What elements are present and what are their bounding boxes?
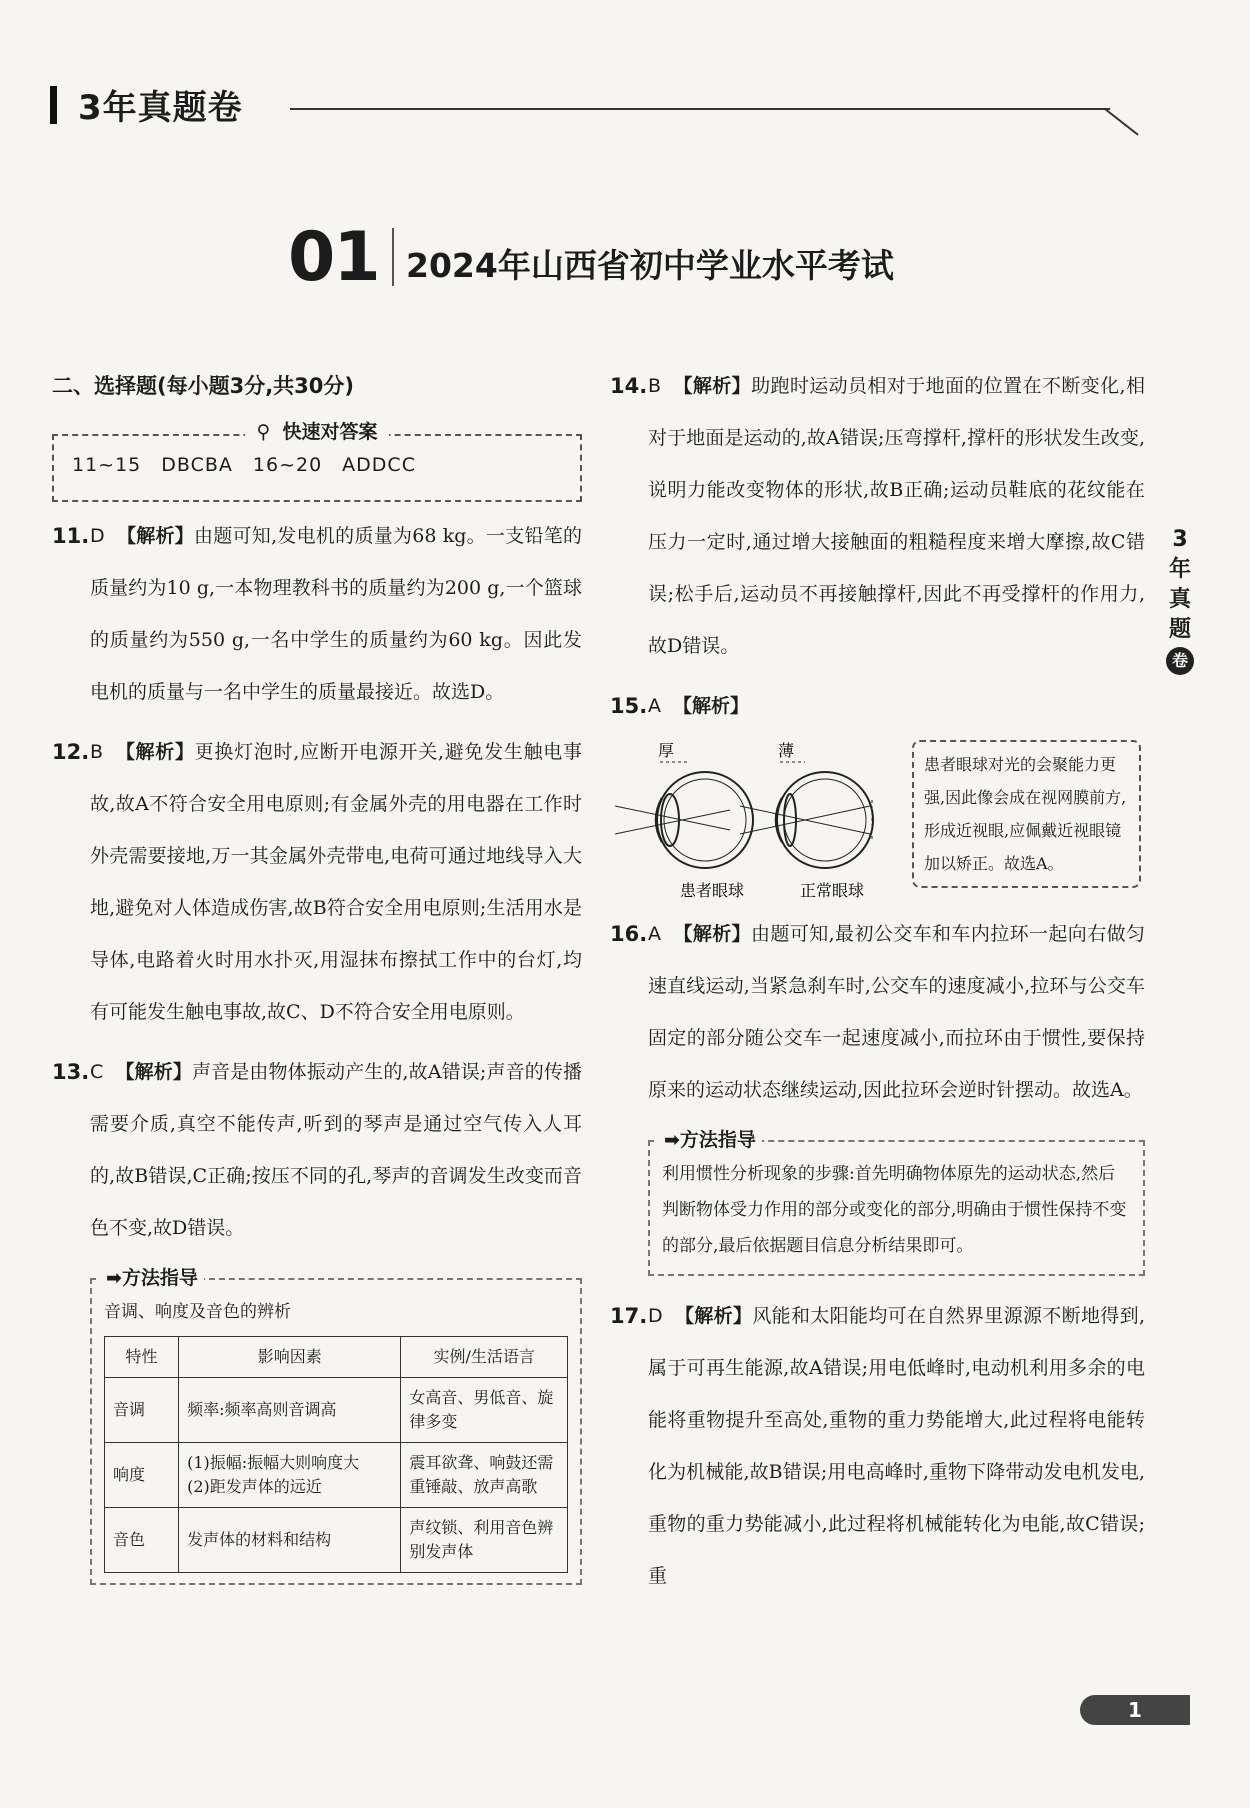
question-answer: C bbox=[90, 1061, 104, 1083]
arrow-icon: ➡ bbox=[664, 1129, 680, 1151]
exam-divider bbox=[392, 228, 394, 286]
method-text: 利用惯性分析现象的步骤:首先明确物体原先的运动状态,然后判断物体受力作用的部分或变化的部分,明确由于惯性保持不变的部分,最后依据题目信息分析结果即可。 bbox=[662, 1164, 1127, 1256]
search-icon: ⚲ bbox=[251, 421, 277, 443]
right-column bbox=[610, 360, 1145, 1602]
figure-note: 患者眼球对光的会聚能力更强,因此像会成在视网膜前方,形成近视眼,应佩戴近视眼镜加以矫正。故选A。 bbox=[912, 740, 1141, 888]
page-number: 1 bbox=[1080, 1695, 1190, 1725]
table-header: 影响因素 bbox=[179, 1337, 401, 1378]
side-tab-badge: 卷 bbox=[1166, 647, 1194, 675]
side-tab-char: 题 bbox=[1168, 617, 1191, 642]
question-14 bbox=[610, 360, 1145, 672]
table-row bbox=[105, 1378, 568, 1443]
thin-label: 薄 bbox=[778, 741, 795, 760]
thick-label: 厚 bbox=[658, 741, 675, 760]
table-cell: 音调 bbox=[105, 1378, 179, 1443]
analysis-tag: 【解析】 bbox=[675, 1305, 753, 1327]
question-text: 由题可知,最初公交车和车内拉环一起向右做匀速直线运动,当紧急刹车时,公交车的速度减小,拉环与公交车固定的部分随公交车一起速度减小,而拉环由于惯性,要保持原来的运动状态继续运动,因此拉环会逆时针摆动。故选A。 bbox=[648, 923, 1145, 1101]
method-subtitle: 音调、响度及音色的辨析 bbox=[104, 1302, 291, 1322]
quick-answers: 11~15 DBCBA 16~20 ADDCC bbox=[72, 454, 416, 476]
normal-eye-caption: 正常眼球 bbox=[800, 881, 865, 900]
table-header: 特性 bbox=[105, 1337, 179, 1378]
question-15 bbox=[610, 680, 1145, 732]
table-cell: (1)振幅:振幅大则响度大 (2)距发声体的远近 bbox=[179, 1443, 401, 1508]
analysis-tag: 【解析】 bbox=[673, 695, 750, 717]
table-header-row bbox=[105, 1337, 568, 1378]
question-answer: B bbox=[90, 741, 104, 763]
analysis-tag: 【解析】 bbox=[115, 1061, 193, 1083]
header-divider bbox=[290, 108, 1110, 110]
method-guide-13 bbox=[90, 1267, 582, 1585]
question-number: 14. bbox=[610, 374, 648, 398]
question-number: 16. bbox=[610, 922, 648, 946]
table-header: 实例/生活语言 bbox=[401, 1337, 568, 1378]
analysis-tag: 【解析】 bbox=[116, 525, 195, 547]
table-cell: 女高音、男低音、旋律多变 bbox=[401, 1378, 568, 1443]
question-text: 风能和太阳能均可在自然界里源源不断地得到,属于可再生能源,故A错误;用电低峰时,电动机利用多余的电能将重物提升至高处,重物的重力势能增大,此过程将电能转化为机械能,故B错误;用电高峰时,重物下降带动发电机发电,重物的重力势能减小,此过程将机械能转化为电能,故C错误;重 bbox=[648, 1305, 1145, 1587]
header-divider-end bbox=[1104, 108, 1138, 135]
question-text: 声音是由物体振动产生的,故A错误;声音的传播需要介质,真空不能传声,听到的琴声是通过空气传入人耳的,故B错误,C正确;按压不同的孔,琴声的音调发生改变而音色不变,故D错误。 bbox=[90, 1061, 582, 1239]
question-13 bbox=[52, 1046, 582, 1254]
table-cell: 音色 bbox=[105, 1508, 179, 1573]
tone-table bbox=[104, 1336, 568, 1573]
arrow-icon: ➡ bbox=[106, 1267, 122, 1289]
question-11 bbox=[52, 510, 582, 718]
question-17 bbox=[610, 1290, 1145, 1602]
question-number: 11. bbox=[52, 524, 90, 548]
quick-answer-box bbox=[52, 421, 582, 502]
patient-eye-caption: 患者眼球 bbox=[680, 881, 745, 900]
table-cell: 频率:频率高则音调高 bbox=[179, 1378, 401, 1443]
question-12 bbox=[52, 726, 582, 1038]
eyeball-diagram-icon bbox=[610, 740, 920, 900]
side-tab-char: 真 bbox=[1168, 587, 1191, 612]
method-label: 方法指导 bbox=[121, 1267, 198, 1289]
table-cell: 响度 bbox=[105, 1443, 179, 1508]
question-answer: A bbox=[648, 695, 661, 717]
question-number: 13. bbox=[52, 1060, 90, 1084]
question-answer: D bbox=[90, 525, 105, 547]
question-answer: B bbox=[648, 375, 662, 397]
method-guide-16 bbox=[648, 1129, 1145, 1276]
method-label: 方法指导 bbox=[679, 1129, 756, 1151]
header-bar-icon bbox=[50, 86, 57, 124]
question-answer: A bbox=[648, 923, 661, 945]
left-column bbox=[52, 360, 582, 1585]
eye-figure bbox=[610, 740, 1145, 900]
question-number: 17. bbox=[610, 1304, 648, 1328]
side-tab bbox=[1160, 525, 1200, 675]
question-16 bbox=[610, 908, 1145, 1116]
table-cell: 发声体的材料和结构 bbox=[179, 1508, 401, 1573]
section-title: 二、选择题(每小题3分,共30分) bbox=[52, 374, 355, 398]
question-text: 更换灯泡时,应断开电源开关,避免发生触电事故,故A不符合安全用电原则;有金属外壳的用电器在工作时外壳需要接地,万一其金属外壳带电,电荷可通过地线导入大地,避免对人体造成伤害,故B符合安全用电原则;生活用水是导体,电路着火时用水扑灭,用湿抹布擦拭工作中的台灯,均有可能发生触电事故,故C、D不符合安全用电原则。 bbox=[90, 741, 582, 1023]
question-number: 15. bbox=[610, 694, 648, 718]
side-tab-char: 3 bbox=[1172, 527, 1188, 552]
table-row bbox=[105, 1508, 568, 1573]
exam-title: 2024年山西省初中学业水平考试 bbox=[406, 246, 894, 285]
header-title: 3年真题卷 bbox=[78, 88, 243, 128]
table-cell: 震耳欲聋、响鼓还需重锤敲、放声高歌 bbox=[401, 1443, 568, 1508]
question-text: 由题可知,发电机的质量为68 kg。一支铅笔的质量约为10 g,一本物理教科书的质量约为200 g,一个篮球的质量约为550 g,一名中学生的质量约为60 kg。因此发电机的质量与一名中学生的质量最接近。故选D。 bbox=[90, 525, 582, 703]
table-row bbox=[105, 1443, 568, 1508]
question-answer: D bbox=[648, 1305, 663, 1327]
analysis-tag: 【解析】 bbox=[115, 741, 195, 763]
analysis-tag: 【解析】 bbox=[673, 923, 752, 945]
quick-answer-label: 快速对答案 bbox=[276, 421, 383, 443]
table-cell: 声纹锁、利用音色辨别发声体 bbox=[401, 1508, 568, 1573]
analysis-tag: 【解析】 bbox=[673, 375, 752, 397]
exam-number: 01 bbox=[288, 218, 379, 297]
question-number: 12. bbox=[52, 740, 90, 764]
question-text: 助跑时运动员相对于地面的位置在不断变化,相对于地面是运动的,故A错误;压弯撑杆,撑杆的形状发生改变,说明力能改变物体的形状,故B正确;运动员鞋底的花纹能在压力一定时,通过增大接触面的粗糙程度来增大摩擦,故C错误;松手后,运动员不再接触撑杆,因此不再受撑杆的作用力,故D错误。 bbox=[648, 375, 1145, 657]
side-tab-char: 年 bbox=[1168, 557, 1191, 582]
